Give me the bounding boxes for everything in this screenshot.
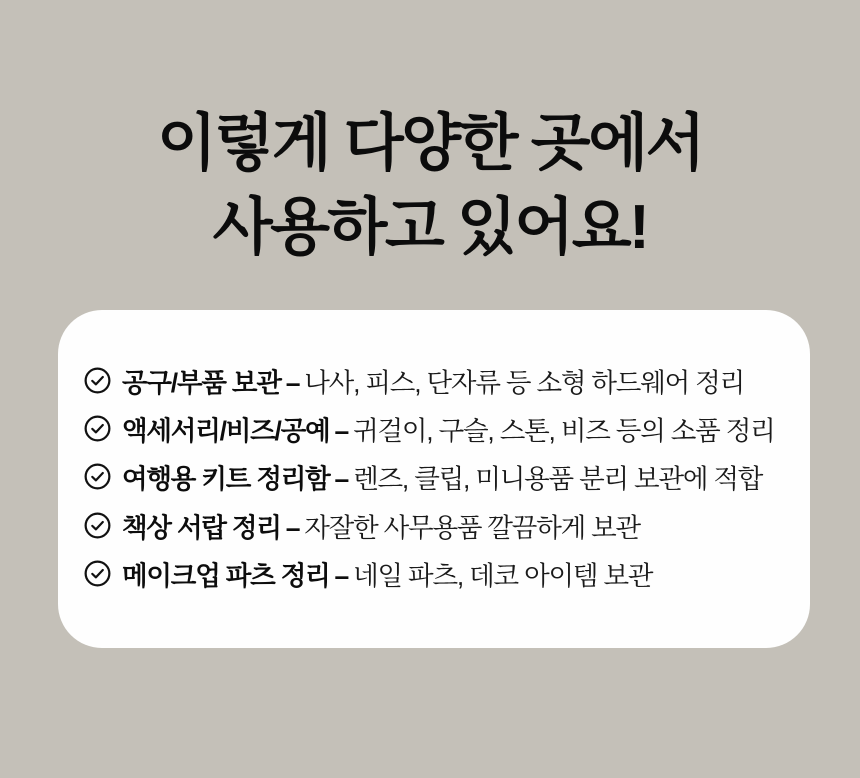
- item-separator: –: [285, 367, 300, 398]
- item-description: 귀걸이, 구슬, 스톤, 비즈 등의 소품 정리: [353, 416, 775, 447]
- item-label: 메이크업 파츠 정리: [122, 561, 330, 592]
- item-separator: –: [334, 464, 349, 495]
- item-description: 네일 파츠, 데코 아이템 보관: [353, 561, 653, 592]
- list-item: [84, 550, 782, 598]
- item-separator: –: [285, 512, 300, 543]
- use-case-card: [58, 310, 810, 648]
- check-circle-icon: [84, 560, 111, 587]
- title-line-1: 이렇게 다양한 곳에서: [157, 109, 703, 178]
- item-text: [122, 554, 652, 593]
- item-description: 렌즈, 클립, 미니용품 분리 보관에 적합: [353, 464, 763, 495]
- item-label: 여행용 키트 정리함: [122, 464, 330, 495]
- item-label: 책상 서랍 정리: [122, 512, 281, 543]
- item-separator: –: [334, 416, 349, 447]
- check-circle-icon: [84, 367, 111, 394]
- item-text: [122, 409, 775, 448]
- item-label: 액세서리/비즈/공예: [122, 416, 330, 447]
- page-title: [0, 102, 860, 271]
- item-text: [122, 361, 744, 400]
- list-item: [84, 404, 782, 452]
- item-text: [122, 457, 762, 496]
- list-item: [84, 453, 782, 501]
- use-case-checklist: [84, 356, 782, 598]
- list-item: [84, 501, 782, 549]
- item-separator: –: [334, 561, 349, 592]
- check-circle-icon: [84, 415, 111, 442]
- check-circle-icon: [84, 512, 111, 539]
- item-text: [122, 506, 640, 545]
- item-description: 자잘한 사무용품 깔끔하게 보관: [304, 512, 640, 543]
- item-label: 공구/부품 보관: [122, 367, 281, 398]
- check-circle-icon: [84, 463, 111, 490]
- item-description: 나사, 피스, 단자류 등 소형 하드웨어 정리: [304, 367, 744, 398]
- list-item: [84, 356, 782, 404]
- title-line-2: 사용하고 있어요!: [212, 193, 648, 263]
